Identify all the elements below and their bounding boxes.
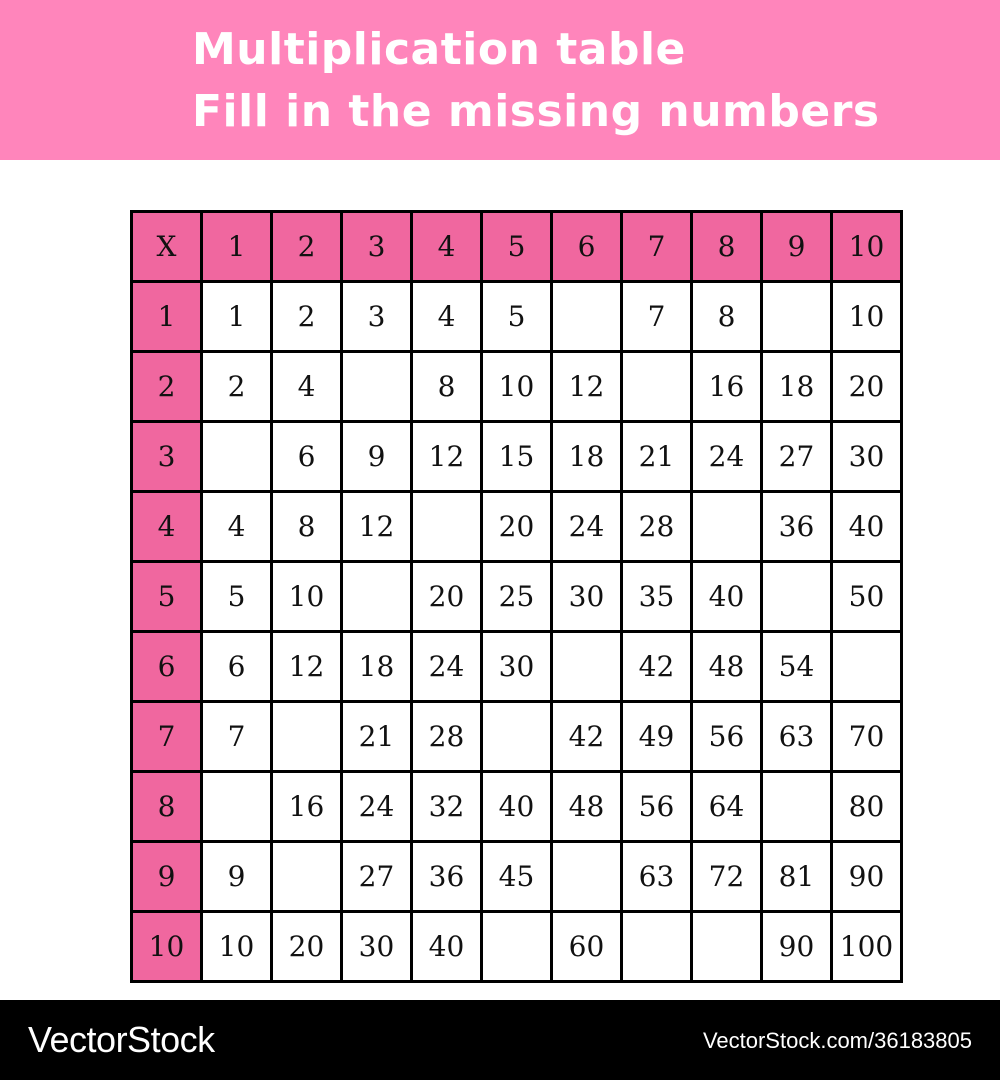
table-row xyxy=(132,282,902,352)
blank-answer-cell xyxy=(552,842,622,912)
product-cell: 12 xyxy=(272,632,342,702)
product-cell: 12 xyxy=(552,352,622,422)
table-row xyxy=(132,632,902,702)
product-cell: 81 xyxy=(762,842,832,912)
product-cell: 4 xyxy=(412,282,482,352)
product-cell: 6 xyxy=(272,422,342,492)
product-cell: 9 xyxy=(202,842,272,912)
row-header-cell: 2 xyxy=(132,352,202,422)
corner-cell: X xyxy=(132,212,202,282)
blank-answer-cell xyxy=(622,912,692,982)
header-banner xyxy=(0,0,1000,160)
product-cell: 24 xyxy=(342,772,412,842)
page-subtitle: Fill in the missing numbers xyxy=(192,86,880,137)
product-cell: 36 xyxy=(762,492,832,562)
product-cell: 5 xyxy=(202,562,272,632)
product-cell: 6 xyxy=(202,632,272,702)
page-title: Multiplication table xyxy=(192,24,686,75)
product-cell: 28 xyxy=(412,702,482,772)
product-cell: 63 xyxy=(622,842,692,912)
product-cell: 40 xyxy=(692,562,762,632)
product-cell: 50 xyxy=(832,562,902,632)
product-cell: 20 xyxy=(272,912,342,982)
product-cell: 40 xyxy=(832,492,902,562)
product-cell: 16 xyxy=(692,352,762,422)
product-cell: 20 xyxy=(412,562,482,632)
product-cell: 2 xyxy=(202,352,272,422)
product-cell: 60 xyxy=(552,912,622,982)
product-cell: 32 xyxy=(412,772,482,842)
product-cell: 48 xyxy=(692,632,762,702)
blank-answer-cell xyxy=(202,772,272,842)
product-cell: 30 xyxy=(342,912,412,982)
product-cell: 16 xyxy=(272,772,342,842)
product-cell: 48 xyxy=(552,772,622,842)
product-cell: 18 xyxy=(552,422,622,492)
product-cell: 10 xyxy=(202,912,272,982)
row-header-cell: 4 xyxy=(132,492,202,562)
row-header-cell: 10 xyxy=(132,912,202,982)
product-cell: 63 xyxy=(762,702,832,772)
table-row xyxy=(132,912,902,982)
product-cell: 70 xyxy=(832,702,902,772)
blank-answer-cell xyxy=(552,282,622,352)
blank-answer-cell xyxy=(692,912,762,982)
product-cell: 2 xyxy=(272,282,342,352)
column-header-cell: 9 xyxy=(762,212,832,282)
blank-answer-cell xyxy=(272,702,342,772)
product-cell: 15 xyxy=(482,422,552,492)
product-cell: 20 xyxy=(832,352,902,422)
product-cell: 10 xyxy=(832,282,902,352)
row-header-cell: 8 xyxy=(132,772,202,842)
product-cell: 24 xyxy=(412,632,482,702)
footer-bar xyxy=(0,1000,1000,1080)
product-cell: 90 xyxy=(762,912,832,982)
image-id-text: VectorStock.com/36183805 xyxy=(702,1028,972,1053)
product-cell: 12 xyxy=(342,492,412,562)
table-row xyxy=(132,352,902,422)
product-cell: 12 xyxy=(412,422,482,492)
column-header-cell: 7 xyxy=(622,212,692,282)
product-cell: 4 xyxy=(202,492,272,562)
multiplication-table xyxy=(130,210,903,983)
product-cell: 10 xyxy=(482,352,552,422)
product-cell: 9 xyxy=(342,422,412,492)
product-cell: 20 xyxy=(482,492,552,562)
product-cell: 49 xyxy=(622,702,692,772)
blank-answer-cell xyxy=(692,492,762,562)
product-cell: 21 xyxy=(342,702,412,772)
product-cell: 72 xyxy=(692,842,762,912)
product-cell: 80 xyxy=(832,772,902,842)
column-header-cell: 10 xyxy=(832,212,902,282)
column-header-cell: 5 xyxy=(482,212,552,282)
product-cell: 30 xyxy=(832,422,902,492)
product-cell: 27 xyxy=(342,842,412,912)
blank-answer-cell xyxy=(762,282,832,352)
product-cell: 5 xyxy=(482,282,552,352)
table-row xyxy=(132,842,902,912)
product-cell: 56 xyxy=(622,772,692,842)
product-cell: 7 xyxy=(622,282,692,352)
product-cell: 3 xyxy=(342,282,412,352)
product-cell: 27 xyxy=(762,422,832,492)
product-cell: 35 xyxy=(622,562,692,632)
product-cell: 8 xyxy=(272,492,342,562)
row-header-cell: 7 xyxy=(132,702,202,772)
table-row xyxy=(132,702,902,772)
row-header-cell: 1 xyxy=(132,282,202,352)
multiplication-table-container xyxy=(130,210,894,963)
product-cell: 28 xyxy=(622,492,692,562)
product-cell: 8 xyxy=(692,282,762,352)
table-row xyxy=(132,562,902,632)
blank-answer-cell xyxy=(552,632,622,702)
blank-answer-cell xyxy=(342,352,412,422)
table-row xyxy=(132,422,902,492)
row-header-cell: 5 xyxy=(132,562,202,632)
table-row xyxy=(132,492,902,562)
blank-answer-cell xyxy=(832,632,902,702)
product-cell: 7 xyxy=(202,702,272,772)
blank-answer-cell xyxy=(342,562,412,632)
product-cell: 21 xyxy=(622,422,692,492)
product-cell: 24 xyxy=(692,422,762,492)
row-header-cell: 6 xyxy=(132,632,202,702)
product-cell: 18 xyxy=(342,632,412,702)
row-header-cell: 9 xyxy=(132,842,202,912)
product-cell: 25 xyxy=(482,562,552,632)
column-header-cell: 1 xyxy=(202,212,272,282)
blank-answer-cell xyxy=(482,702,552,772)
product-cell: 64 xyxy=(692,772,762,842)
product-cell: 36 xyxy=(412,842,482,912)
column-header-cell: 4 xyxy=(412,212,482,282)
product-cell: 54 xyxy=(762,632,832,702)
blank-answer-cell xyxy=(762,562,832,632)
blank-answer-cell xyxy=(272,842,342,912)
column-header-cell: 6 xyxy=(552,212,622,282)
row-header-cell: 3 xyxy=(132,422,202,492)
column-header-cell: 2 xyxy=(272,212,342,282)
blank-answer-cell xyxy=(412,492,482,562)
product-cell: 40 xyxy=(482,772,552,842)
product-cell: 30 xyxy=(482,632,552,702)
blank-answer-cell xyxy=(622,352,692,422)
product-cell: 42 xyxy=(622,632,692,702)
product-cell: 45 xyxy=(482,842,552,912)
product-cell: 30 xyxy=(552,562,622,632)
product-cell: 90 xyxy=(832,842,902,912)
product-cell: 56 xyxy=(692,702,762,772)
column-header-cell: 8 xyxy=(692,212,762,282)
table-header-row xyxy=(132,212,902,282)
product-cell: 10 xyxy=(272,562,342,632)
column-header-cell: 3 xyxy=(342,212,412,282)
product-cell: 18 xyxy=(762,352,832,422)
blank-answer-cell xyxy=(202,422,272,492)
product-cell: 100 xyxy=(832,912,902,982)
blank-answer-cell xyxy=(762,772,832,842)
product-cell: 40 xyxy=(412,912,482,982)
product-cell: 8 xyxy=(412,352,482,422)
product-cell: 1 xyxy=(202,282,272,352)
table-row xyxy=(132,772,902,842)
product-cell: 42 xyxy=(552,702,622,772)
blank-answer-cell xyxy=(482,912,552,982)
product-cell: 4 xyxy=(272,352,342,422)
brand-logo: VectorStock xyxy=(28,1019,215,1060)
product-cell: 24 xyxy=(552,492,622,562)
